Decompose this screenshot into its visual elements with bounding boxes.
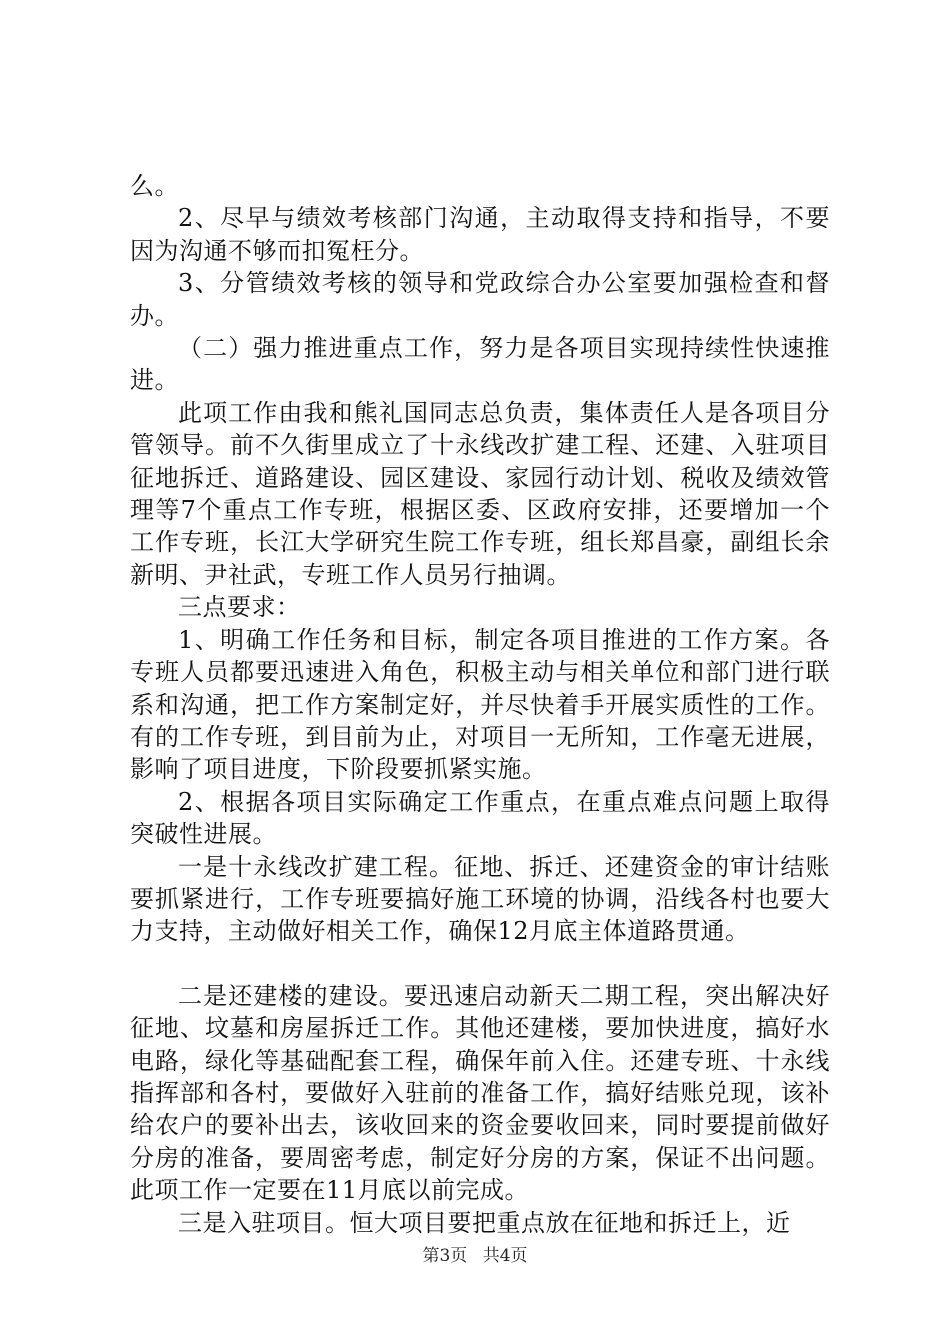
paragraph-task-2: 2、根据各项目实际确定工作重点，在重点难点问题上取得突破性进展。 — [130, 787, 830, 849]
paragraph-item-two: 二是还建楼的建设。要迅速启动新天二期工程，突出解决好征地、坟墓和房屋拆迁工作。其他还建楼，要加快进度，搞好水电路，绿化等基础配套工程，确保年前入住。还建专班、十永线指挥部和各村，要做好入驻前的准备工作，搞好结账兑现，该补给农户的要补出去，该收回来的资金要收回来，同时要提前做好分房的准备，要周密考虑，制定好分房的方案，保证不出问题。此项工作一定要在11月底以前完成。 — [130, 981, 830, 1205]
document-body — [130, 170, 830, 1239]
page-footer — [0, 1245, 950, 1267]
paragraph-item-three: 三是入驻项目。恒大项目要把重点放在征地和拆迁上，近 — [178, 1208, 791, 1237]
page-total: 共4页 — [482, 1246, 528, 1266]
paragraph-item-one: 一是十永线改扩建工程。征地、拆迁、还建资金的审计结账要抓紧进行，工作专班要搞好施工环境的协调，沿线各村也要大力支持，主动做好相关工作，确保12月底主体道路贯通。 — [130, 852, 830, 946]
paragraph-continuation: 么。 — [130, 172, 179, 200]
paragraph-three-requirements: 三点要求： — [178, 593, 301, 622]
section-heading-2: （二）强力推进重点工作，努力是各项目实现持续性快速推进。 — [130, 334, 830, 395]
page-number: 第3页 — [422, 1246, 468, 1266]
paragraph-requirement-3: 3、分管绩效考核的领导和党政综合办公室要加强检查和督办。 — [130, 269, 830, 330]
paragraph-task-1: 1、明确工作任务和目标，制定各项目推进的工作方案。各专班人员都要迅速进入角色，积极主动与相关单位和部门进行联系和沟通，把工作方案制定好，并尽快着手开展实质性的工作。有的工作专班，到目前为止，对项目一无所知，工作毫无进展，影响了项目进度，下阶段要抓紧实施。 — [130, 625, 830, 784]
paragraph-requirement-2: 2、尽早与绩效考核部门沟通，主动取得支持和指导，不要因为沟通不够而扣冤枉分。 — [130, 204, 830, 265]
paragraph-responsibility: 此项工作由我和熊礼国同志总负责，集体责任人是各项目分管领导。前不久街里成立了十永线改扩建工程、还建、入驻项目征地拆迁、道路建设、园区建设、家园行动计划、税收及绩效管理等7个重点工作专班，根据区委、区政府安排，还要增加一个工作专班，长江大学研究生院工作专班，组长郑昌豪，副组长余新明、尹社武，专班工作人员另行抽调。 — [130, 398, 830, 589]
